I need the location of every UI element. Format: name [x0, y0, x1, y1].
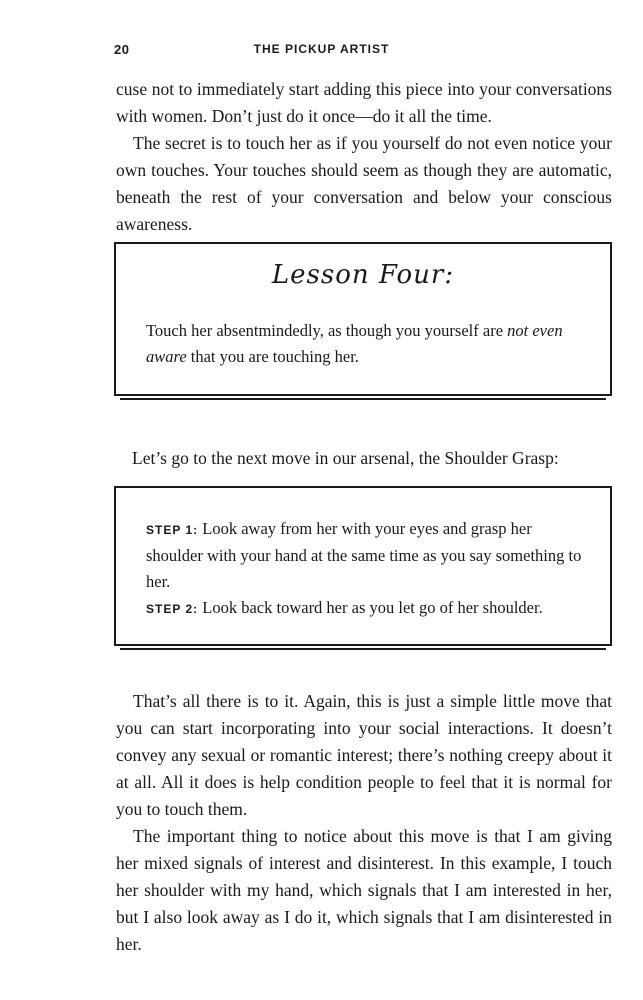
lesson-box: [114, 242, 612, 396]
bottom-text-block: [116, 688, 612, 958]
running-title: THE PICKUP ARTIST: [253, 42, 390, 56]
step-item: [146, 516, 586, 595]
steps-list: [146, 516, 586, 622]
steps-box: [114, 486, 612, 646]
paragraph: The important thing to notice about this move is that I am giving her mixed signals of interest and disinterest. In this example, I touch her shoulder with my hand, which signals that I am interested in her, but I also look away as I do it, which signals that I am disinterested in her.: [116, 826, 612, 954]
lead-in-sentence: Let’s go to the next move in our arsenal, the Shoulder Grasp:: [132, 448, 559, 468]
paragraph: That’s all there is to it. Again, this is just a simple little move that you can start incorporating into your social interactions. It doesn’t convey any sexual or romantic interest; there’s nothing creepy about it at all. All it does is help condition people to feel that it is normal for you to touch them.: [116, 691, 612, 819]
lesson-title: Lesson Four:: [271, 260, 455, 290]
step-text: Look back toward her as you let go of her shoulder.: [198, 598, 543, 617]
step-label: STEP 1:: [146, 523, 199, 537]
lesson-emphasis: not even aware: [146, 321, 563, 366]
paragraph: The secret is to touch her as if you yourself do not even notice your own touches. Your touches should seem as though they are automatic, beneath the rest of your conversation and below your conscious awareness.: [116, 133, 612, 234]
page-header: [0, 42, 643, 62]
step-text: Look away from her with your eyes and grasp her shoulder with your hand at the same time as you say something to her.: [146, 519, 582, 591]
lesson-text-end: that you are touching her.: [186, 347, 359, 366]
paragraph: cuse not to immediately start adding this piece into your conversations with women. Don’t just do it once—do it all the time.: [116, 79, 612, 126]
lesson-text: [146, 318, 586, 370]
page-number: 20: [114, 42, 130, 57]
step-label: STEP 2:: [146, 602, 199, 616]
top-text-block: [116, 76, 612, 238]
step-item: [146, 595, 586, 622]
lesson-text-start: Touch her absentmindedly, as though you yourself are: [146, 321, 508, 340]
